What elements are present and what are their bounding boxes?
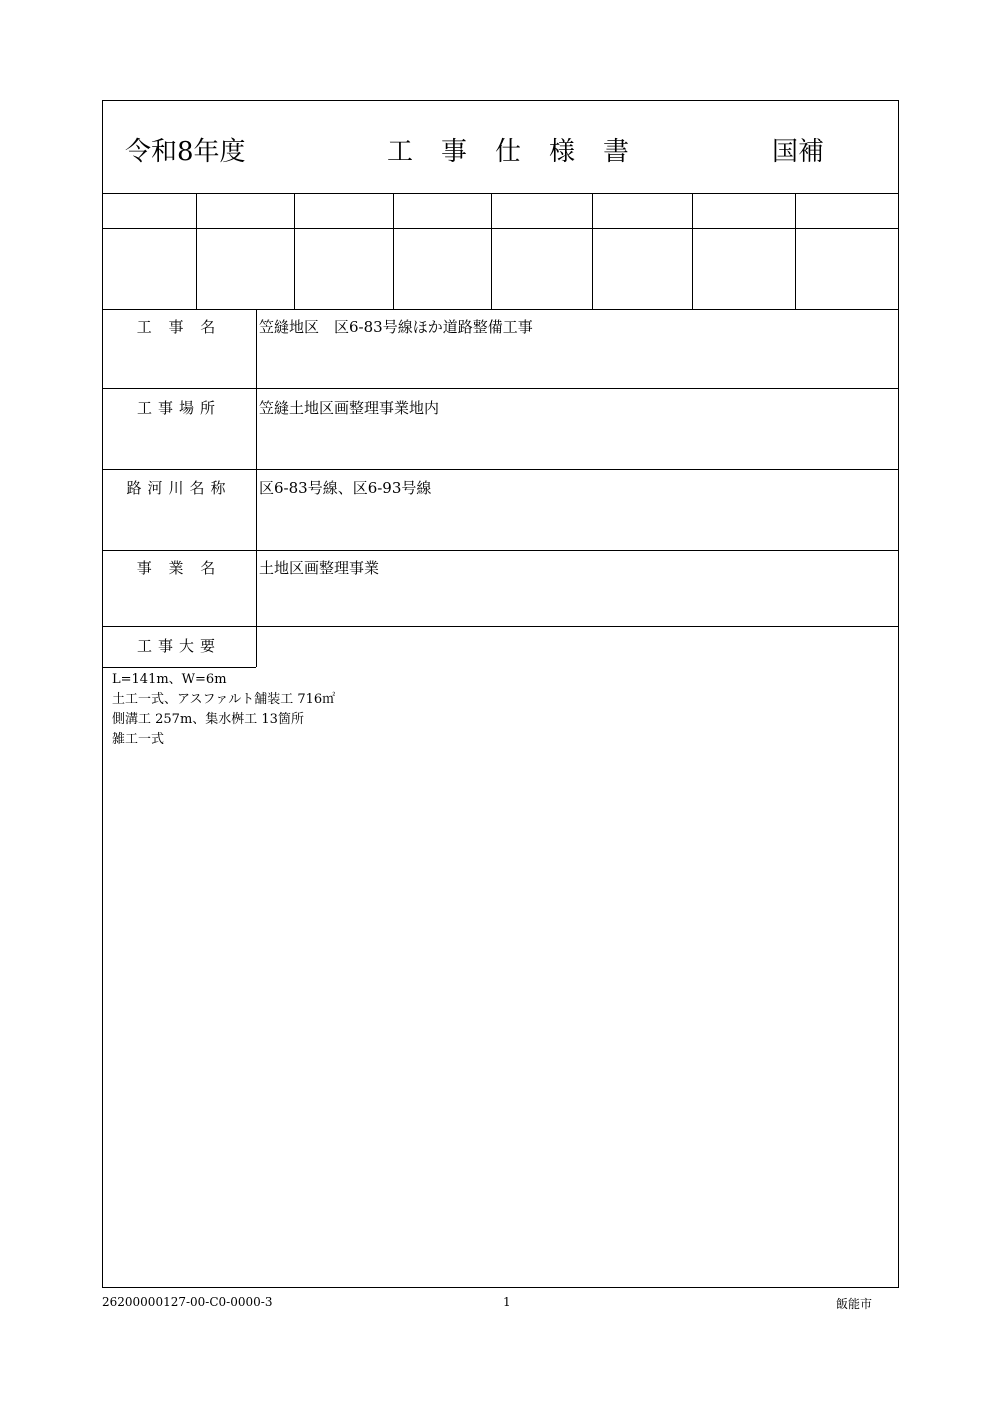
subsidy-category: 国補	[772, 137, 825, 167]
stamp-grid-line	[692, 193, 693, 309]
document-number: 26200000127-00-C0-0000-3	[102, 1295, 273, 1309]
label-column-divider	[256, 309, 257, 667]
construction-name-label: 工 事 名	[136, 318, 222, 336]
project-name-value: 土地区画整理事業	[259, 559, 380, 577]
stamp-grid-line	[491, 193, 492, 309]
stamp-grid-line	[393, 193, 394, 309]
construction-summary	[112, 670, 335, 750]
summary-line: L=141m、W=6m	[112, 672, 227, 687]
field-divider	[103, 626, 898, 627]
document-title: 工事仕様書	[387, 137, 658, 167]
stamp-grid-line	[196, 193, 197, 309]
header-divider	[103, 193, 898, 194]
road-river-name-value: 区6-83号線、区6-93号線	[259, 479, 432, 497]
spec-document-frame	[102, 100, 899, 1288]
issuer-name: 飯能市	[836, 1297, 873, 1311]
stamp-row-divider	[103, 228, 898, 229]
page-number: 1	[503, 1295, 511, 1309]
construction-location-value: 笠縫土地区画整理事業地内	[259, 399, 440, 417]
summary-line: 雑工一式	[112, 732, 165, 747]
stamp-grid-line	[294, 193, 295, 309]
summary-label-bottom	[103, 667, 256, 668]
summary-line: 土工一式、アスファルト舗装工 716㎡	[112, 692, 336, 707]
project-name-label: 事 業 名	[136, 559, 222, 577]
stamp-grid-line	[592, 193, 593, 309]
construction-location-label: 工事場所	[136, 399, 221, 417]
fiscal-year: 令和8年度	[125, 137, 246, 167]
stamp-grid-line	[795, 193, 796, 309]
construction-name-value: 笠縫地区 区6-83号線ほか道路整備工事	[259, 318, 533, 336]
construction-summary-label: 工事大要	[136, 637, 221, 655]
field-divider	[103, 550, 898, 551]
field-divider	[103, 388, 898, 389]
road-river-name-label: 路河川名称	[126, 479, 232, 497]
field-divider	[103, 469, 898, 470]
summary-line: 側溝工 257m、集水桝工 13箇所	[112, 712, 304, 727]
stamp-grid-bottom	[103, 309, 898, 310]
